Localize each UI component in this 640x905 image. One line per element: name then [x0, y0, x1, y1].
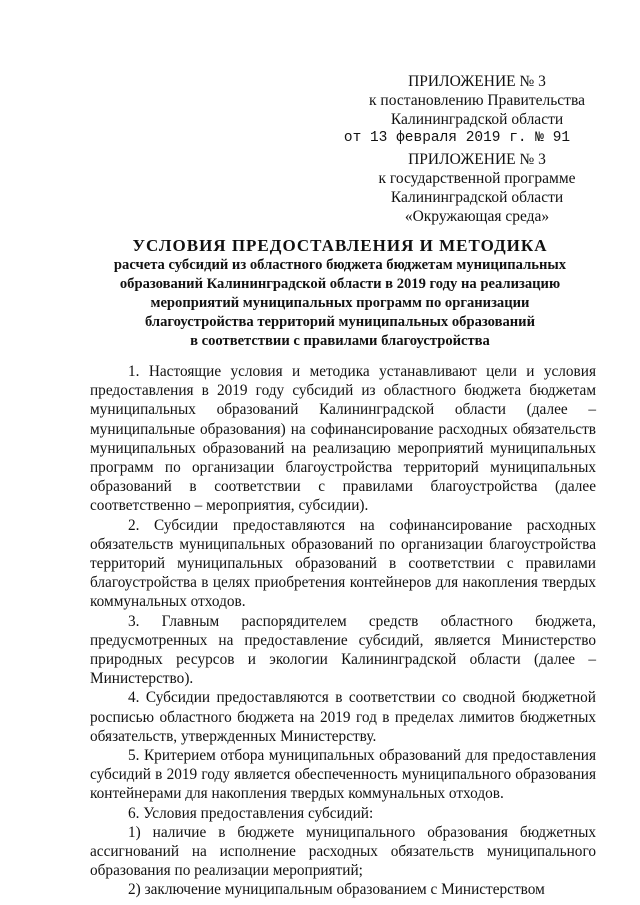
paragraph-6: 6. Условия предоставления субсидий:: [128, 804, 374, 822]
appendix-program-name: «Окружающая среда»: [404, 208, 550, 225]
appendix-number: ПРИЛОЖЕНИЕ № 3: [408, 73, 546, 90]
appendix-reference: к постановлению Правительства: [369, 92, 585, 109]
paragraph-6-item-1: 1) наличие в бюджете муниципального образования бюджетных ассигнований на исполнение расходных обязательств муниципального образования по реализации мероприятий;: [90, 823, 596, 880]
appendix-reference: к государственной программе: [378, 170, 576, 187]
appendix-block-resolution: [343, 72, 602, 148]
appendix-region: Калининградской области: [390, 189, 564, 206]
appendix-region: Калининградской области: [390, 111, 564, 128]
appendix-block-program: [352, 150, 602, 226]
title-subtitle-line: мероприятий муниципальных программ по организации: [150, 295, 530, 311]
paragraph-1: 1. Настоящие условия и методика устанавливают цели и условия предоставления в 2019 году субсидий из областного бюджета бюджетам муниципальных образований Калининградской области (далее – муниципальные образования) на софинансирование расходных обязательств муниципальных образований на реализацию мероприятий муниципальных программ по организации благоустройства территорий муниципальных образований в соответствии с правилами благоустройства (далее соответственно – мероприятия, субсидии).: [90, 363, 596, 515]
document-body: [90, 362, 596, 900]
paragraph-5: 5. Критерием отбора муниципальных образований для предоставления субсидий в 2019 году является обеспеченность муниципального образования контейнерами для накопления твердых коммунальных отходов.: [90, 747, 596, 803]
document-title: [80, 236, 600, 351]
title-subtitle-line: в соответствии с правилами благоустройства: [190, 333, 490, 349]
paragraph-2: 2. Субсидии предоставляются на софинансирование расходных обязательств муниципальных образований по организации благоустройства территорий муниципальных образований в соответствии с правилами благоустройства в целях приобретения контейнеров для накопления твердых коммунальных отходов.: [90, 516, 596, 611]
paragraph-6-item-2: 2) заключение муниципальным образованием с Министерством: [128, 881, 545, 899]
title-subtitle-line: расчета субсидий из областного бюджета бюджетам муниципальных: [113, 257, 567, 273]
title-subtitle-line: благоустройства территорий муниципальных образований: [144, 314, 535, 330]
appendix-number: ПРИЛОЖЕНИЕ № 3: [408, 151, 546, 168]
appendix-date: от 13 февраля 2019 г. № 91: [343, 130, 571, 146]
paragraph-4: 4. Субсидии предоставляются в соответствии со сводной бюджетной росписью областного бюджета на 2019 год в пределах лимитов бюджетных обязательств, утвержденных Министерству.: [90, 689, 596, 745]
title-subtitle-line: образований Калининградской области в 2019 году на реализацию: [119, 276, 561, 292]
title-heading: УСЛОВИЯ ПРЕДОСТАВЛЕНИЯ И МЕТОДИКА: [132, 236, 548, 255]
paragraph-3: 3. Главным распорядителем средств областного бюджета, предусмотренных на предоставление субсидий, является Министерство природных ресурсов и экологии Калининградской области (далее – Министерство).: [90, 612, 596, 688]
